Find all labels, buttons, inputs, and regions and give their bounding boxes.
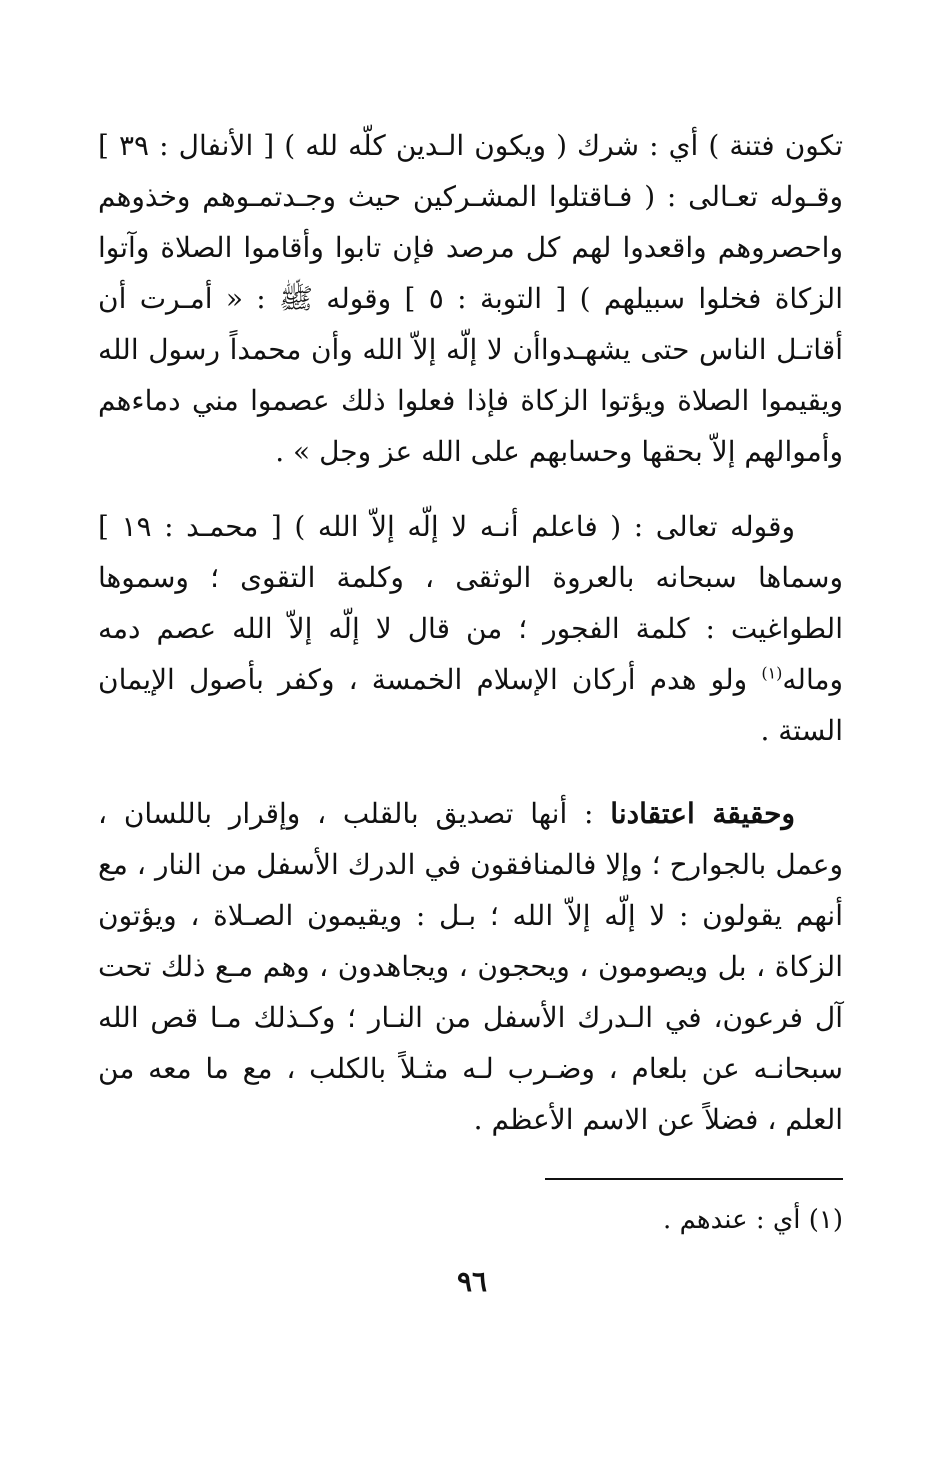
paragraph-2-text-before-note: وقوله تعالى : ( فاعلم أنـه لا إلّه إلاّ الله ) [ محمـد : ١٩ ] وسماها سبحانه بالعروة الوثقى ، وكلمة التقوى ؛ وسموها الطواغيت : كلمة الفجور ؛ من قال لا إلّه إلاّ الله عصم دمه وماله xyxy=(98,510,843,696)
footnote: (١) أي : عندهم . xyxy=(663,1205,843,1235)
page-body xyxy=(98,120,843,1145)
paragraph-3-text: : أنها تصديق بالقلب ، وإقرار باللسان ، وعمل بالجوارح ؛ وإلا فالمنافقون في الدرك الأسفل من النار ، مع أنهم يقولون : لا إلّه إلاّ الله ؛ بـل : ويقيمون الصـلاة ، ويؤتون الزكاة ، بل ويصومون ، ويحجون ، ويجاهدون ، وهم مـع ذلك تحت آل فرعون، في الـدرك الأسفل من النـار ؛ وكـذلك مـا قص الله سبحانـه عن بلعام ، وضـرب لـه مثـلاً بالكلب ، مع ما معه من العلم ، فضلاً عن الاسم الأعظم . xyxy=(98,797,843,1136)
paragraph-3-lead: وحقيقة اعتقادنا xyxy=(610,797,795,830)
paragraph-2-text-after-note: ولو هدم أركان الإسلام الخمسة ، وكفر بأصول الإيمان الستة . xyxy=(98,663,843,747)
paragraph-3 xyxy=(98,788,843,1145)
footnote-divider xyxy=(545,1178,843,1180)
footnote-marker: (١) xyxy=(761,663,783,683)
page-number: ٩٦ xyxy=(456,1265,488,1298)
paragraph-1-text: تكون فتنة ) أي : شرك ( ويكون الـدين كلّه لله ) [ الأنفال : ٣٩ ] وقـوله تعـالى : ( فـاقتلوا المشـركين حيث وجـدتمـوهم وخذوهم واحصروهم واقعدوا لهم كل مرصد فإن تابوا وأقاموا الصلاة وآتوا الزكاة فخلوا سبيلهم ) [ التوبة : ٥ ] وقوله ﷺ : « أمـرت أن أقاتـل الناس حتى يشهـدواأن لا إلّه إلاّ الله وأن محمداً رسول الله ويقيموا الصلاة ويؤتوا الزكاة فإذا فعلوا ذلك عصموا مني دماءهم وأموالهم إلاّ بحقها وحسابهم على الله عز وجل » . xyxy=(98,129,843,468)
paragraph-2 xyxy=(98,501,843,756)
paragraph-1 xyxy=(98,120,843,477)
